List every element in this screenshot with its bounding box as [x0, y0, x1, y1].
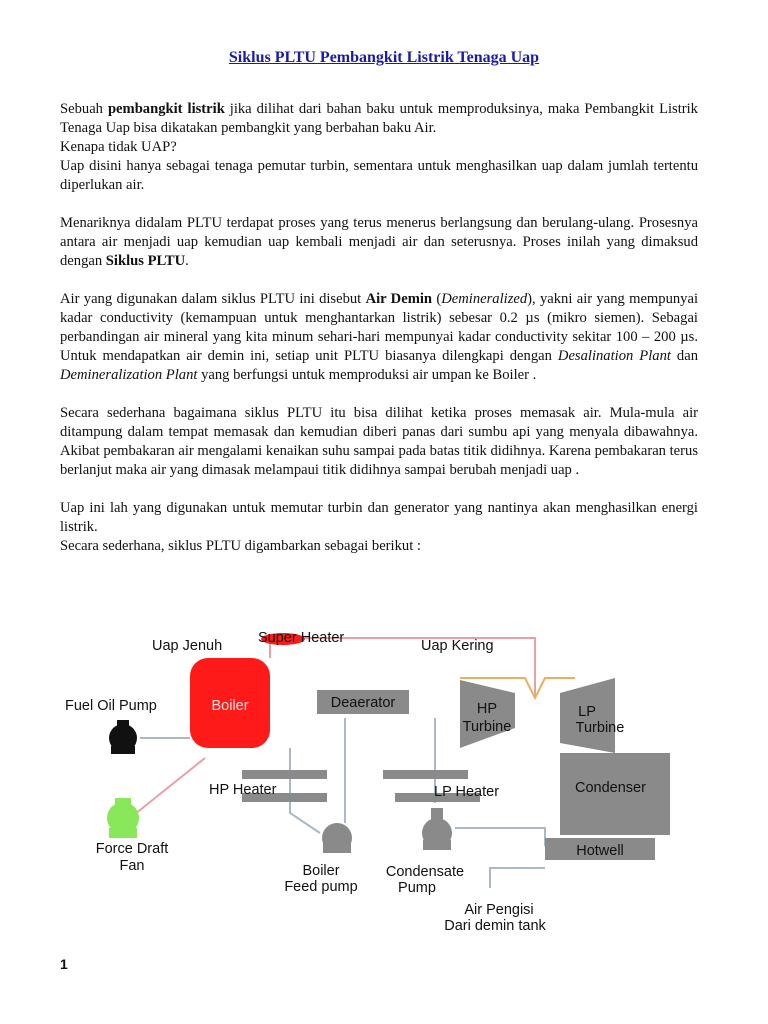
- text-run: Menariknya didalam PLTU terdapat proses yang terus menerus berlangsung dan berulang-ulang. Prosesnya antara air menjadi uap kemudian uap kembali menjadi air dan seterusnya. Proses inilah yang dimaksud dengan: [60, 215, 698, 269]
- force-draft-fan-shape: [107, 798, 139, 838]
- super-heater-label: Super Heater: [258, 630, 345, 646]
- italic-run: Desalination Plant: [557, 348, 671, 364]
- text-run: ), yakni air yang mempunyai kadar conductivity (kemampuan untuk menghantarkan listrik) sebesar 0.2 µs (mikro siemen). Sebagai perbandingan air mineral yang kita minum sehari-hari mempunyai kadar conductivity sekitar 100 – 200 µs. Untuk mendapatkan air demin ini, setiap unit PLTU biasanya dilengkapi dengan: [60, 291, 699, 364]
- hp-heater-upper: [242, 770, 327, 779]
- hotwell-label: Hotwell: [576, 843, 624, 859]
- steam-line: [305, 638, 535, 698]
- fuel-oil-pump-shape: [109, 720, 137, 754]
- deaerator-label: Deaerator: [330, 695, 396, 711]
- document-title: Siklus PLTU Pembangkit Listrik Tenaga Uap: [228, 49, 540, 66]
- pltu-cycle-diagram: [55, 618, 675, 938]
- air-pengisi-label-2: Dari demin tank: [444, 918, 546, 934]
- feed-line: [290, 748, 320, 833]
- uap-kering-label: Uap Kering: [421, 638, 494, 654]
- boiler-feed-pump-shape: [322, 823, 352, 853]
- demin-line: [490, 868, 545, 888]
- air-line: [130, 758, 205, 818]
- text-run: .: [185, 253, 189, 269]
- air-pengisi-label-1: Air Pengisi: [464, 902, 534, 918]
- text-run: (: [432, 291, 442, 307]
- paragraph-2: [60, 214, 698, 271]
- page-number: 1: [60, 956, 68, 972]
- text-run: jika dilihat dari bahan baku untuk memproduksinya, maka Pembangkit Listrik Tenaga Uap bisa dikatakan pembangkit yang berbahan baku Air.: [60, 101, 698, 136]
- condenser-label: Condenser: [575, 780, 646, 796]
- lp-heater-label: LP Heater: [434, 784, 500, 800]
- text-run: Uap ini lah yang digunakan untuk memutar turbin dan generator yang nantinya akan menghasilkan energi listrik.: [60, 500, 698, 535]
- hp-heater-label: HP Heater: [209, 782, 277, 798]
- text-run: Kenapa tidak UAP?: [60, 139, 177, 155]
- lp-heater-upper: [383, 770, 468, 779]
- uap-jenuh-label: Uap Jenuh: [152, 638, 223, 654]
- boiler-feed-pump-label-1: Boiler: [302, 863, 340, 879]
- condensate-pump-label-1: Condensate: [385, 864, 465, 880]
- paragraph-5: [60, 499, 698, 556]
- italic-run: Demineralization Plant: [60, 367, 198, 383]
- hp-turbine-label-2: Turbine: [462, 719, 512, 735]
- italic-run: Demineralized: [441, 291, 528, 307]
- fuel-oil-pump-label: Fuel Oil Pump: [65, 698, 157, 714]
- force-draft-label-1: Force Draft: [95, 841, 169, 857]
- text-run: Air yang digunakan dalam siklus PLTU ini disebut: [60, 291, 366, 307]
- bold-run: Air Demin: [365, 291, 433, 307]
- hp-turbine-label-1: HP: [476, 701, 498, 717]
- condensate-pump-label-2: Pump: [398, 880, 436, 896]
- force-draft-label-2: Fan: [119, 858, 145, 874]
- text-run: Sebuah: [60, 101, 108, 117]
- paragraph-3: [60, 290, 698, 385]
- lp-turbine-label-2: Turbine: [575, 720, 625, 736]
- text-run: Uap disini hanya sebagai tenaga pemutar turbin, sementara untuk menghasilkan uap dalam jumlah tertentu diperlukan air.: [60, 158, 698, 193]
- condensate-line: [455, 828, 545, 846]
- document-body: [60, 100, 698, 556]
- text-run: yang berfungsi untuk memproduksi air umpan ke Boiler .: [197, 367, 537, 383]
- text-run: Secara sederhana, siklus PLTU digambarkan sebagai berikut :: [60, 538, 421, 554]
- paragraph-4: Secara sederhana bagaimana siklus PLTU itu bisa dilihat ketika proses memasak air. Mula-mula air ditampung dalam tempat memasak dan kemudian diberi panas dari sumbu api yang menyala dibawahnya. Akibat pembakaran air mengalami kenaikan suhu sampai pada batas titik didihnya. Karena pembakaran terus berlanjut maka air yang dimasak melampaui titik didihnya sampai berubah menjadi uap .: [60, 405, 698, 478]
- boiler-feed-pump-label-2: Feed pump: [284, 879, 358, 895]
- lp-turbine-label-1: LP: [578, 704, 596, 720]
- text-run: dan: [670, 348, 698, 364]
- paragraph-1: [60, 100, 698, 195]
- bold-run: pembangkit listrik: [107, 101, 225, 117]
- condensate-pump-shape: [422, 808, 452, 850]
- boiler-label: Boiler: [211, 698, 249, 714]
- bold-run: Siklus PLTU: [105, 253, 186, 269]
